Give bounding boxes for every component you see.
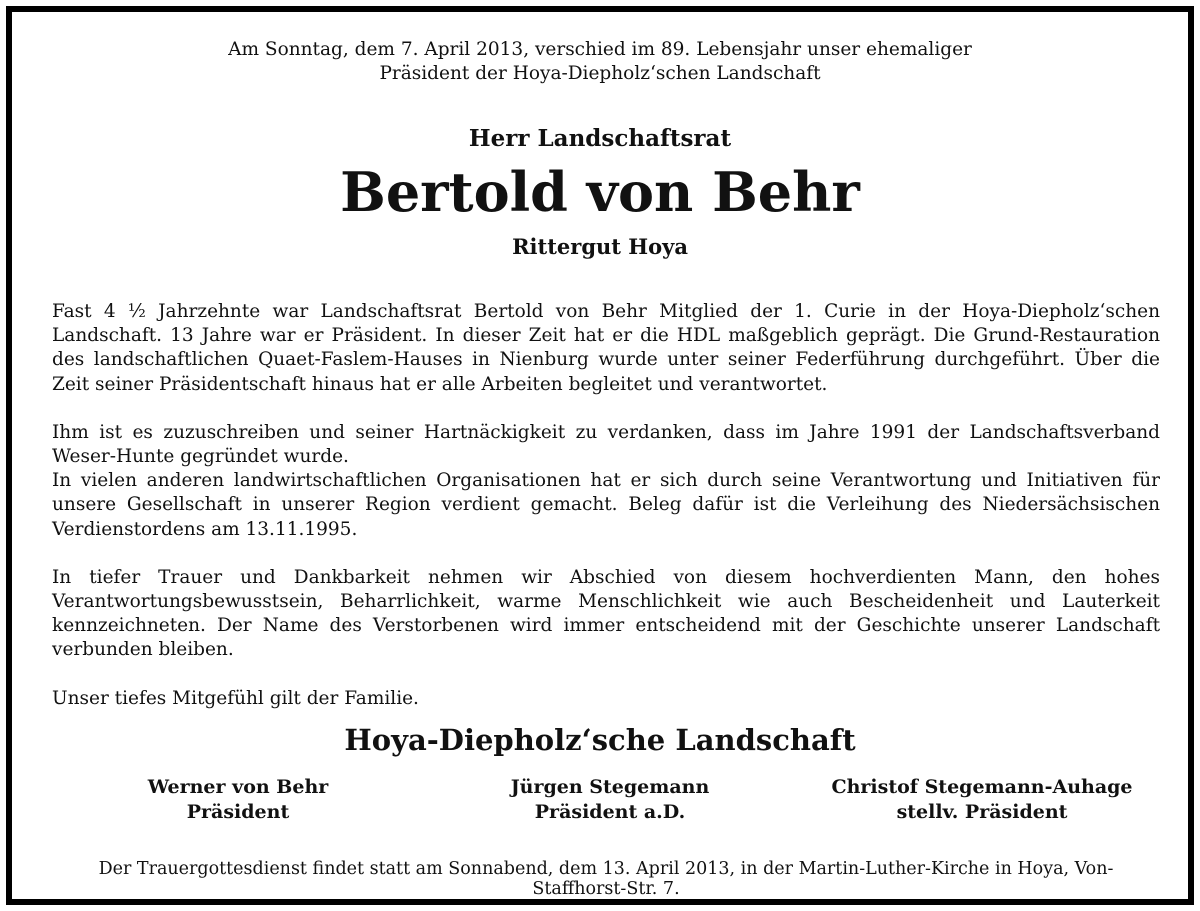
intro-text bbox=[12, 38, 1188, 86]
signers bbox=[12, 775, 1188, 827]
paragraph-condolence: Unser tiefes Mitgefühl gilt der Familie. bbox=[52, 687, 419, 709]
honorific: Herr Landschaftsrat bbox=[468, 125, 732, 152]
deceased-name: Bertold von Behr bbox=[340, 160, 860, 224]
paragraph-organizations: In vielen anderen landwirtschaftlichen Organisationen hat er sich durch seine Verantwortung und Initiativen für unsere Gesellschaft in unserer Region verdient gemacht. Beleg dafür ist die Verleihung des Niedersächsischen Verdienstordens am 13.11.1995. bbox=[52, 470, 1160, 540]
intro-line-2: Präsident der Hoya-Diepholz‘schen Landschaft bbox=[379, 63, 821, 84]
service-notice: Der Trauergottesdienst findet statt am Sonnabend, dem 13. April 2013, in der Martin-Luther-Kirche in Hoya, Von-Staffhorst-Str. 7. bbox=[98, 859, 1114, 899]
signer-2-role: Präsident a.D. bbox=[534, 801, 686, 823]
signer-3-name: Christof Stegemann-Auhage bbox=[831, 776, 1133, 798]
paragraph-mourning: In tiefer Trauer und Dankbarkeit nehmen wir Abschied von diesem hochverdienten Mann, den hohes Verantwortungsbewusstsein, Beharrlichkeit, warme Menschlichkeit wie auch Bescheidenheit und Lauterkeit kennzeichneten. Der Name des Verstorbenen wird immer entscheidend mit der Geschichte unserer Landschaft verbunden bleiben. bbox=[52, 566, 1160, 661]
intro-line-1: Am Sonntag, dem 7. April 2013, verschied im 89. Lebensjahr unser ehemaliger bbox=[228, 39, 972, 60]
signer-2-name: Jürgen Stegemann bbox=[510, 776, 710, 798]
paragraph-founding: Ihm ist es zuzuschreiben und seiner Hartnäckigkeit zu verdanken, dass im Jahre 1991 der Landschaftsverband Weser-Hunte gegründet wurde. bbox=[52, 421, 1160, 468]
signer-1 bbox=[48, 775, 428, 825]
signer-3-role: stellv. Präsident bbox=[896, 801, 1068, 823]
obituary-frame bbox=[6, 6, 1194, 905]
signer-1-role: Präsident bbox=[186, 801, 290, 823]
organization-name: Hoya-Diepholz‘sche Landschaft bbox=[344, 723, 856, 757]
estate-subtitle: Rittergut Hoya bbox=[512, 234, 688, 259]
paragraph-career: Fast 4 ½ Jahrzehnte war Landschaftsrat Bertold von Behr Mitglied der 1. Curie in der Hoya-Diepholz‘schen Landschaft. 13 Jahre war er Präsident. In dieser Zeit hat er die HDL maßgeblich geprägt. Die Grund-Restauration des landschaftlichen Quaet-Faslem-Hauses in Nienburg wurde unter seiner Federführung durchgeführt. Über die Zeit seiner Präsidentschaft hinaus hat er alle Arbeiten begleitet und verantwortet. bbox=[52, 301, 1160, 395]
obituary-body bbox=[52, 300, 1160, 735]
signer-1-name: Werner von Behr bbox=[147, 776, 329, 798]
signer-2 bbox=[420, 775, 800, 825]
signer-3 bbox=[792, 775, 1172, 825]
